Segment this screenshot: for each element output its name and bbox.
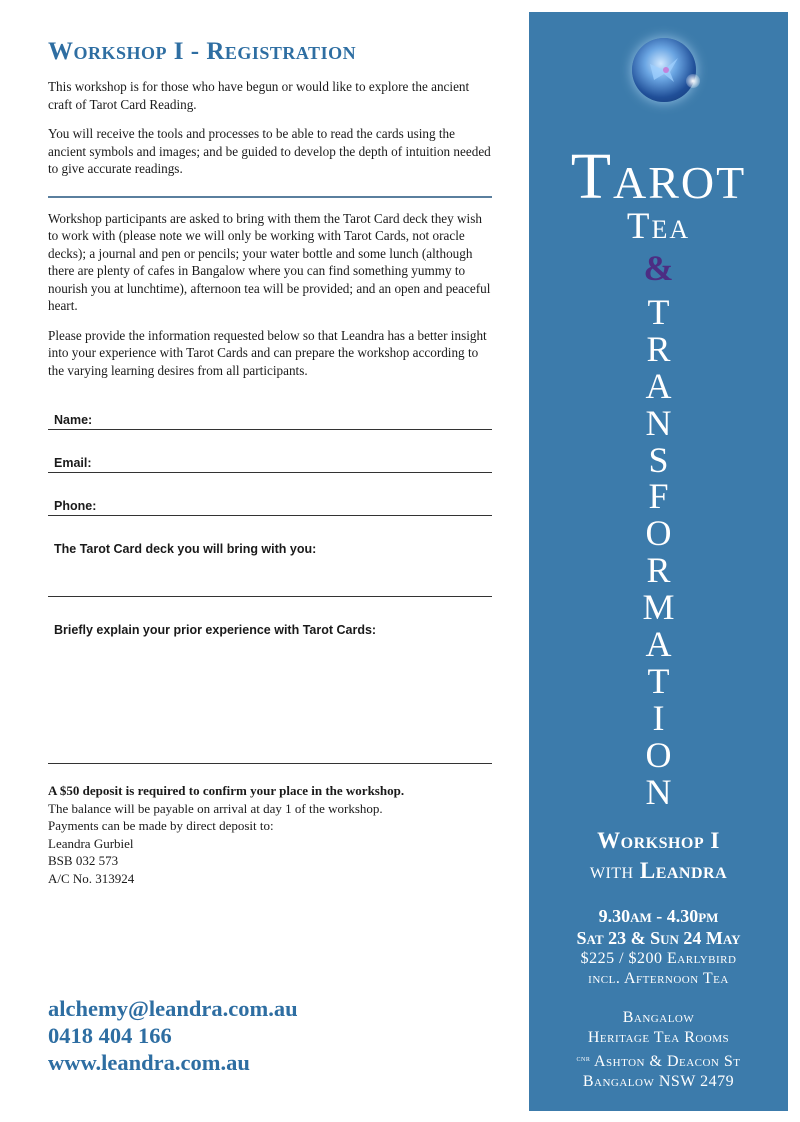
experience-field[interactable]	[48, 597, 492, 764]
registration-form	[48, 38, 492, 887]
transformation-letter: I	[652, 697, 665, 738]
banner-time: 9.30am - 4.30pm	[598, 906, 719, 926]
crystal-orb-hummingbird-icon	[632, 38, 696, 102]
divider	[48, 196, 492, 198]
contact-block	[48, 995, 298, 1076]
banner-dates: Sat 23 & Sun 24 May	[576, 928, 741, 948]
banner-title: Tarot	[570, 140, 747, 213]
transformation-letter: N	[645, 402, 672, 443]
account-number: A/C No. 313924	[48, 870, 135, 886]
venue-cnr: cnr	[576, 1053, 591, 1063]
contact-phone[interactable]: 0418 404 166	[48, 1023, 172, 1048]
transformation-word	[529, 294, 788, 810]
email-field[interactable]	[48, 430, 492, 473]
side-banner	[529, 12, 788, 1111]
transformation-letter: M	[642, 587, 675, 628]
experience-label: Briefly explain your prior experience with Tarot Cards:	[54, 623, 377, 637]
transformation-letter: F	[648, 476, 669, 517]
phone-label: Phone:	[54, 499, 97, 513]
page-title: Workshop I - Registration	[48, 38, 357, 65]
account-name: Leandra Gurbiel	[48, 835, 134, 851]
phone-field[interactable]	[48, 473, 492, 516]
transformation-letter: T	[647, 292, 670, 332]
venue-town: Bangalow	[622, 1009, 695, 1026]
transformation-letter: O	[645, 734, 672, 775]
name-field[interactable]	[48, 391, 492, 430]
transformation-letter: R	[646, 328, 671, 369]
payment-text: Payments can be made by direct deposit to:	[48, 818, 274, 833]
name-label: Name:	[54, 413, 93, 427]
banner-pricing	[529, 949, 788, 989]
banner-schedule	[529, 905, 788, 949]
transformation-letter: N	[645, 771, 672, 812]
deck-label: The Tarot Card deck you will bring with you:	[54, 542, 317, 556]
venue-name: Heritage Tea Rooms	[587, 1029, 730, 1046]
banner-includes: incl. Afternoon Tea	[588, 970, 729, 987]
balance-text: The balance will be payable on arrival at day 1 of the workshop.	[48, 800, 383, 816]
venue-city: Bangalow NSW 2479	[582, 1073, 735, 1090]
venue-street: Ashton & Deacon St	[593, 1053, 741, 1070]
transformation-letter: T	[647, 660, 670, 701]
venue-street-line	[529, 1048, 788, 1072]
banner-host: Leandra	[639, 858, 728, 883]
banner-workshop: Workshop I	[597, 828, 720, 853]
banner-ampersand: &	[643, 248, 674, 288]
banner-tea: Tea	[626, 206, 691, 247]
banner-venue	[529, 1008, 788, 1092]
banner-with-host	[529, 857, 788, 885]
deposit-required: A $50 deposit is required to confirm your place in the workshop.	[48, 783, 405, 798]
tools-paragraph: You will receive the tools and processes to be able to read the cards using the ancient symbols and images; and be guided to develop the depth of intuition needed to give accurate readings.	[48, 126, 491, 176]
banner-with: with	[589, 858, 634, 883]
deposit-info	[48, 782, 492, 887]
intro-paragraph: This workshop is for those who have begun or would like to explore the ancient craft of Tarot Card Reading.	[48, 79, 470, 112]
transformation-letter: S	[648, 439, 669, 480]
deck-field[interactable]	[48, 516, 492, 597]
contact-email[interactable]: alchemy@leandra.com.au	[48, 996, 298, 1021]
email-label: Email:	[54, 456, 92, 470]
bsb-number: BSB 032 573	[48, 853, 119, 868]
transformation-letter: R	[646, 550, 671, 591]
info-request-paragraph: Please provide the information requested below so that Leandra has a better insight into your experience with Tarot Cards and can prepare the workshop according to the varying learning desires from all participants.	[48, 327, 487, 378]
banner-price: $225 / $200 Earlybird	[580, 950, 737, 967]
bring-paragraph: Workshop participants are asked to bring with them the Tarot Card deck they wish to work with (please note we will only be working with Tarot Cards, not oracle decks); a journal and pen or pencils; your water bottle and some lunch (although there are plenty of cafes in Bangalow where you can find something yummy to nourish you at lunchtime), afternoon tea will be provided; and an open and peaceful heart.	[48, 210, 491, 313]
transformation-letter: A	[645, 365, 672, 406]
transformation-letter: O	[645, 513, 672, 554]
contact-website[interactable]: www.leandra.com.au	[48, 1050, 250, 1075]
transformation-letter: A	[645, 624, 672, 665]
